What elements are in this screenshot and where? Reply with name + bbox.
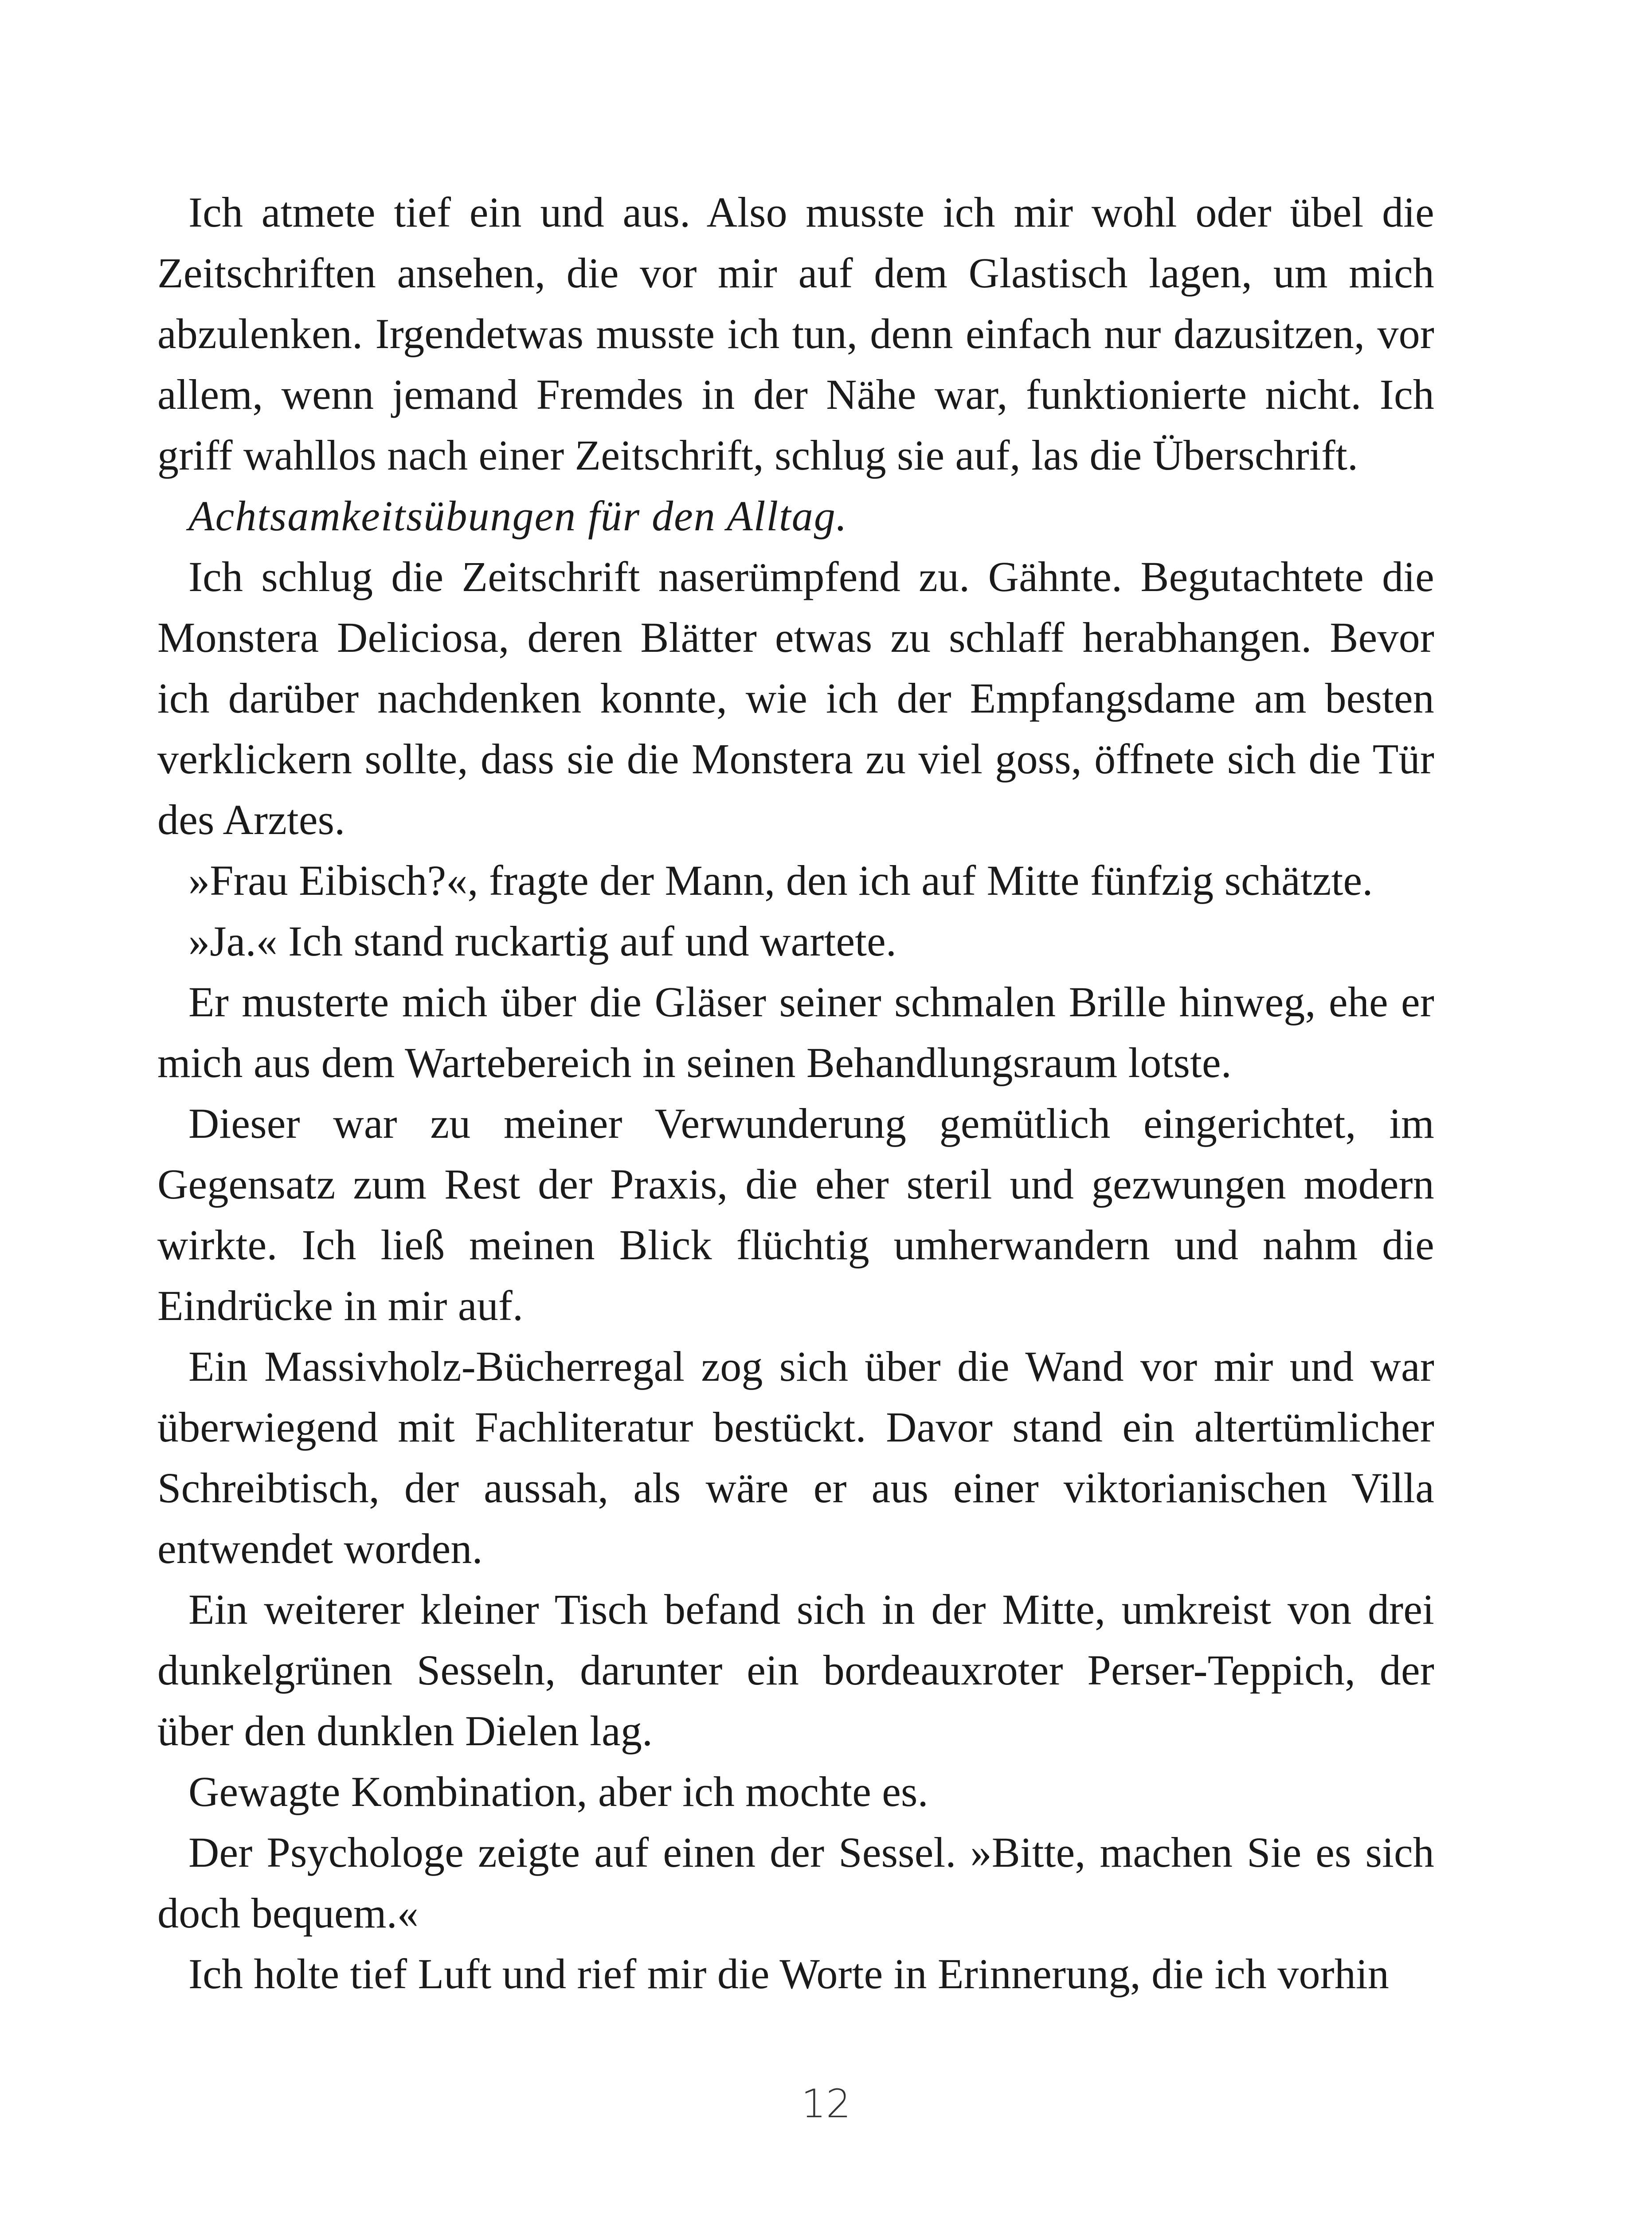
paragraph: »Ja.« Ich stand ruckartig auf und wartete. [188,917,897,965]
paragraph: Ein Massivholz-Bücherregal zog sich über die Wand vor mir und war überwiegend mit Fachliteratur bestückt. Davor stand ein altertümlicher Schreibtisch, der aussah, als wäre er aus einer viktorianischen Villa entwendet worden. [157,1343,1434,1572]
paragraph: Er musterte mich über die Gläser seiner schmalen Brille hinweg, ehe er mich aus dem Wartebereich in seinen Behandlungsraum lotste. [157,978,1434,1086]
italic-heading-line: Achtsamkeitsübungen für den Alltag. [188,492,848,540]
paragraph: Ich holte tief Luft und rief mir die Worte in Erinnerung, die ich vorhin [188,1950,1390,1998]
page-number: 12 [801,2081,851,2127]
paragraph: »Frau Eibisch?«, fragte der Mann, den ich auf Mitte fünfzig schätzte. [188,857,1373,904]
paragraph: Dieser war zu meiner Verwunderung gemütlich eingerichtet, im Gegensatz zum Rest der Praxis, die eher steril und gezwungen modern wirkte. Ich ließ meinen Blick flüchtig umherwandern und nahm die Eindrücke in mir auf. [157,1100,1434,1329]
paragraph: Gewagte Kombination, aber ich mochte es. [188,1768,928,1815]
paragraph: Der Psychologe zeigte auf einen der Sessel. »Bitte, machen Sie es sich doch bequem.« [157,1829,1434,1937]
paragraph: Ich atmete tief ein und aus. Also musste ich mir wohl oder übel die Zeitschriften ansehen, die vor mir auf dem Glastisch lagen, um mich abzulenken. Irgendetwas musste ich tun, denn einfach nur dazusitzen, vor allem, wenn jemand Fremdes in der Nähe war, funktionierte nicht. Ich griff wahllos nach einer Zeitschrift, schlug sie auf, las die Überschrift. [157,188,1434,479]
body-text [157,182,1434,2004]
paragraph: Ein weiterer kleiner Tisch befand sich in der Mitte, umkreist von drei dunkelgrünen Sesseln, darunter ein bordeauxroter Perser-Teppich, der über den dunklen Dielen lag. [157,1586,1434,1755]
paragraph: Ich schlug die Zeitschrift naserümpfend zu. Gähnte. Begutachtete die Monstera Deliciosa, deren Blätter etwas zu schlaff herabhangen. Bevor ich darüber nachdenken konnte, wie ich der Empfangsdame am besten verklickern sollte, dass sie die Monstera zu viel goss, öffnete sich die Tür des Arztes. [157,553,1434,843]
